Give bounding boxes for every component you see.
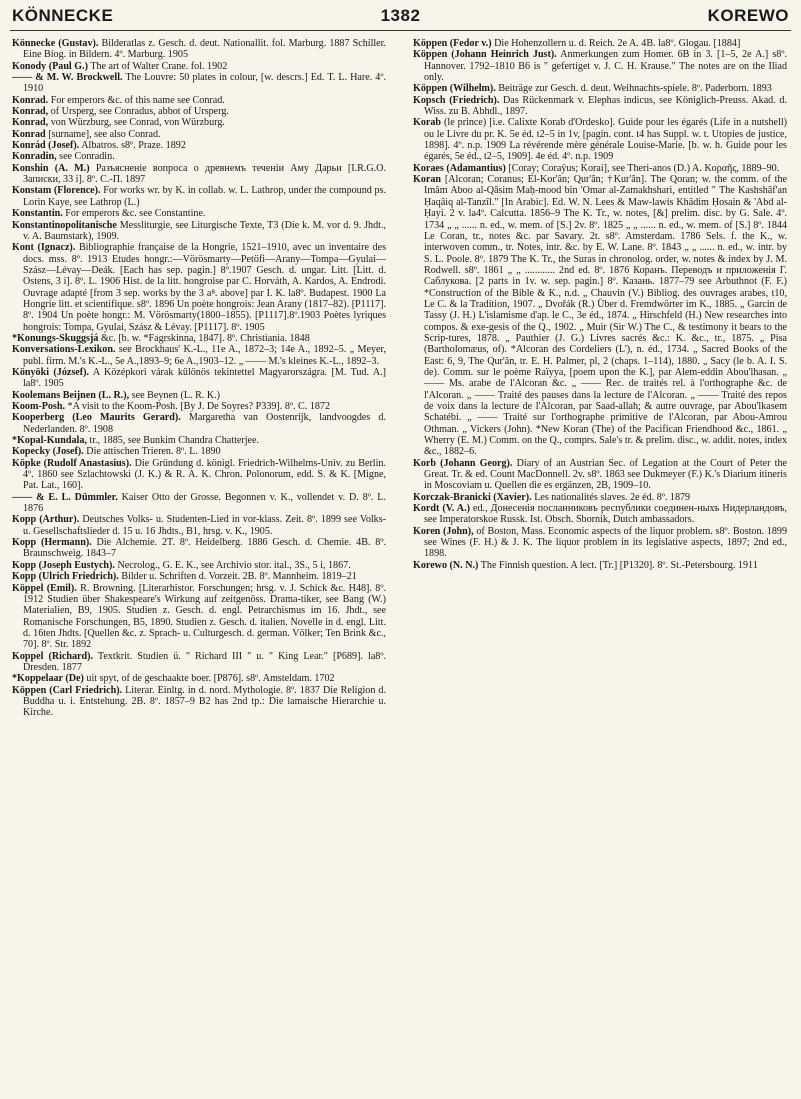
entry-heading: *Konungs-Skuggsjá — [12, 332, 99, 344]
entry-text: The Louvre: 50 plates in colour, [w. descrs.] Ed. T. L. Hare. 4º. 1910 — [23, 72, 386, 95]
entry-heading: Korewo (N. N.) — [413, 559, 479, 571]
entry-heading: Konrad, — [12, 117, 49, 129]
header-rule — [10, 30, 791, 31]
entry-heading: Kopp (Hermann). — [12, 537, 92, 549]
entry-heading: Konversations-Lexikon. — [12, 344, 116, 356]
catalogue-entry — [413, 83, 787, 94]
catalogue-entry — [12, 651, 386, 674]
catalogue-entry — [12, 344, 386, 367]
catalogue-entry — [12, 38, 386, 61]
catalogue-entry — [12, 95, 386, 106]
entry-heading: Koran — [413, 174, 442, 186]
entry-heading: Kopp (Arthur). — [12, 514, 80, 526]
catalogue-entry — [12, 129, 386, 140]
entry-text: Das Rückenmark v. Elephas indicus, see Königlich-Preuss. Akad. d. Wiss. zu B. Abhdl., 1897. — [424, 94, 787, 118]
entry-heading: Korb (Johann Georg). — [413, 457, 513, 469]
entry-text: Kaiser Otto der Grosse. Begonnen v. K., vollendet v. D. 8º. L. 1876 — [23, 491, 386, 515]
entry-text: (le prince) [i.e. Calixte Korab d'Ordesko]. Guide pour les égarés (Life in a nutshell) ou le Livre du pr. K. 5e éd. t2–5 in 1v, [pagin. cont. t4 has Suppl. w. t. Utopies de justice, 1898]. 4º. n.p. 1909 La révérende mère générale Louise-Marie. [b. w. h. Guide pour les égarés, 5e éd., t2–5, 1909]. 4e éd. 4º. n.p. 1909 — [424, 117, 787, 163]
entry-heading: Kooperberg (Leo Maurits Gerard). — [12, 412, 181, 424]
entry-heading: *Kopal-Kundala, — [12, 435, 87, 447]
catalogue-entry — [12, 401, 386, 412]
entry-text: Bibliographie française de la Hongrie, 1521–1910, avec un inventaire des docs. mss. 8º. 1913 Etudes hongr.:—Vörösmarty—Petöfi—Arany—Tompa—Gyulai—Szász—Lévay—Deák. [Each has sep. pagin.] 8º.1907 Gesch. d. ungar. Litt. [Litt. d. Ostens, 3 i]. 8º. L. 1906 Hist. de la litt. hongroise par C. Horváth, A. Kardos, A. Endrodi. Ouvrage adapté [from 3 sep. works by the 3 a⁸. above] par I. K. la8º. Budapest. 1900 La Hongrie litt. et scientifique. s8º. 1896 Un poète hongrois: Jean Arany (1817–82). [P1117]. 8º. 1904 Un poète hongr.: M. Vörösmarty(1800–1855). [P1117].8º.1903 Poètes lyriques hongrois: Tompa, Gyulai, Szász & Lévay. [P1117]. 8º. 1905 — [23, 242, 386, 333]
entry-text: Deutsches Volks- u. Studenten-Lied in vor-klass. Zeit. 8º. 1899 see Volks- u. Gesellschaftslieder d. 15 u. 16 Jhdts., B1, hrsg. v. K., 1905. — [23, 514, 386, 537]
entry-heading: Kopp (Ulrich Friedrich). — [12, 571, 119, 583]
entry-heading: Köppen (Fedor v.) — [413, 38, 492, 49]
entry-text: A Középkori várak különös tekintettel Magyarországra. [M. Tud. A.] la8º. 1905 — [23, 366, 386, 390]
entry-text: [Alcoran; Coranus; El-Kor'ân; Qur'ân; †Kur'ân]. The Qoran; w. the comm. of the Imâm Aboo al-Qâsim Maḥ-mood bin 'Omar al-Zamakhshari, entitled " The Kashshâf'an Ḥaqâiq al-Tanzîl." [In Arabic]. Ed. W. N. Lees & Maw-lawis Khâdim Ḥosain & 'Abd al-Ḥayi. 2 v. la4º. Calcutta. 1856–9 The K. Tr., w. notes, [&] prelim. disc. by G. Sale. 4º. 1734 „ „ ...... n. ed., w. mem. of [S.] 2v. 8º. 1825 „ „ ...... n. ed., w. mem. of [S.] 8º. 1844 Le Coran, tr., notes &c. par Savary. 2t. s8º. Amsterdam. 1786 Sels. f. the K., w. interwoven comm., tr. Notes, intr. &c. by E. W. Lane. 8º. 1843 „ „ ...... n. ed., w. intr. by S. L. Poole. 8º. 1879 The K. Tr., the Suras in chronolog. order, w. notes & index by J. M. Rodwell. s8º. 1861 „ „ ............ 2nd ed. 8º. 1876 Коранъ. Переводъ и приложенія Г. Саблукова. [2 parts in 1v. w. sep. pagin.] 8º. Казань. 1877–79 see Arbuthnot (F. F.) *Construction of the Bible & K., n.d. „ Chauvin (V.) Bibliog. des ouvrages arabes, t10, Le C. & la Tradition, 1907. „ Dvořák (R.) Über d. Fremdwörter im K., 1885. „ Garcin de Tassy (J. H.) L'islamisme d'ap. le C., 3e éd., 1874. „ Hirschfeld (H.) New researches into compos. & exe-gesis of the Q., 1902. „ Muir (Sir W.) The C., & testimony it bears to the Scrip-tures, 1878. „ Pauthier (J. G.) Livres sacrés &c.: K. &c., tr., 1875. „ Pisa (Bartholomæus, of). *Alcoran des Cordeliers (L'), n. éd., 1734. „ Sacred Books of the East: 6, 9, The Qur'ân, tr. E. H. Palmer, pl, 2 (chaps. 1–114), 1880. „ Sacy (le b. A. I. S. de). Comm. sur le poème Raïyya, [poem upon the K.], par Alem-eddin Abou'lhasan. „ —— Ms. arabe de l'Alcoran &c. „ —— Rec. de traités rel. à l'orthographe &c. de l'Alcoran. „ —— Traité des pauses dans la lecture de l'Alcoran. „ —— Traité des repos de voix dans la lecture de l'Alcoran, par Saad-allah; & autre ouvrage, par Abou'lkasem Schatébi. „ —— Traité sur l'orthographe primitive de l'Alcoran, par Abou-Amrou Othman. „ Vickers (John). *New Koran (The) of the Pacifican Friendhood &c., 1861. „ Wherry (E. M.) Comm. on the Q., comprs. Sale's tr. & prelim. disc., w. addit. notes, index &c., 1882–6. — [424, 174, 787, 458]
catalogue-entry — [12, 685, 386, 719]
entry-text: For works wr. by K. in collab. w. L. Lathrop, under the compound ps. Lorin Kaye, see Lathrop (L.) — [23, 185, 386, 208]
entry-heading: Konshin (A. M.) — [12, 162, 90, 174]
entry-text: Literar. Einltg. in d. nord. Mythologie. 8º. 1837 Die Religion d. Buddha u. i. Entstehung. 2B. 8º. 1857–9 B2 has 2nd tp.: Die lamaische Hierarchie u. Kirche. — [23, 684, 386, 719]
catalogue-entry — [12, 446, 386, 457]
entry-heading: Koren (John), — [413, 525, 474, 537]
entry-heading: Könnecke (Gustav). — [12, 38, 99, 49]
entry-heading: Köpke (Rudolf Anastasius). — [12, 457, 132, 469]
entry-heading: —— & M. W. Brockwell. — [12, 72, 123, 84]
entry-text: Die Alchemie. 2T. 8º. Heidelberg. 1886 Gesch. d. Chemie. 4B. 8º. Braunschweig. 1843–7 — [23, 537, 386, 560]
catalogue-entry — [12, 492, 386, 515]
entry-text: &c. [b. w. *Fagrskinna, 1847]. 8º. Christiania. 1848 — [100, 332, 310, 344]
entry-text: Diary of an Austrian Sec. of Legation at the Court of Peter the Great. Tr. & ed. Count MacDonnell. 2v. s8º. 1863 see Dukmeyer (F.) K.'s Diarium itineris in Moscoviam u. Quellen die es ergänzen, 2B, 1909–10. — [424, 457, 787, 492]
entry-heading: Konrad, — [12, 106, 49, 118]
entry-heading: Kont (Ignacz). — [12, 242, 76, 254]
catalogue-entry — [12, 163, 386, 186]
entry-text: Anmerkungen zum Homer. 6B in 3. [1–5, 2e A.] s8º. Hannover. 1792–1810 B6 is " gefertiget v. J. C. H. Krause." The notes are on the Iliad only. — [424, 49, 787, 84]
catalogue-entry — [12, 151, 386, 162]
entry-text: Bilder u. Schriften d. Vorzeit. 2B. 8º. Mannheim. 1819–21 — [121, 571, 357, 583]
entry-heading: Konstantinopolitanische — [12, 219, 117, 231]
catalogue-entry — [12, 106, 386, 117]
entry-heading: Köppel (Emil). — [12, 582, 77, 594]
entry-heading: Koraes (Adamantius) — [413, 162, 506, 174]
catalogue-entry — [413, 49, 787, 83]
catalogue-entry — [12, 537, 386, 560]
entry-text: Textkrit. Studien ü. " Richard III " u. " King Lear." [P689]. la8º. Dresden. 1877 — [23, 650, 386, 673]
entry-heading: Köppen (Carl Friedrich). — [12, 684, 123, 696]
entry-heading: Kopp (Joseph Eustych). — [12, 559, 115, 571]
catalogue-entry — [413, 503, 787, 526]
catalogue-entry — [413, 163, 787, 174]
entry-heading: Konradin, — [12, 151, 57, 163]
entry-heading: Köppen (Wilhelm). — [413, 83, 496, 95]
entry-heading: Konstam (Florence). — [12, 185, 101, 197]
entry-heading: Koolemans Beijnen (L. R.), — [12, 389, 130, 401]
entry-text: ed., Донесенія посланниковъ республики соединен-ныхъ Нидерландовъ, see Imperatorskoe Russk. Ist. Obsch. Sbornik, Dutch ambassadors. — [424, 503, 787, 526]
catalogue-entry — [12, 571, 386, 582]
left-column — [12, 38, 386, 1094]
catalogue-entry — [413, 38, 787, 49]
catalogue-entry — [12, 514, 386, 537]
entry-text: *A visit to the Koom-Posh. [By J. De Soyres? P339]. 8º. C. 1872 — [67, 401, 331, 412]
entry-text: Beiträge zur Gesch. d. deut. Weihnachts-spiele. 8º. Paderborn. 1893 — [498, 83, 772, 95]
catalogue-entry — [413, 95, 787, 118]
entry-text: Die Gründung d. königl. Friedrich-Wilhelms-Univ. zu Berlin. 4º. 1860 see Szlachtowski (J. K.) & R. A. K. Chron. Polonorum, edd. S. & K. [Migne, Pat. Lat., 160]. — [23, 457, 386, 492]
entry-heading: Konstantin. — [12, 208, 63, 220]
entry-text: Necrolog., G. E. K., see Archivio stor. ital., 3S., 5 i, 1867. — [117, 559, 351, 571]
header-right-word: KOREWO — [707, 6, 789, 25]
entry-heading: Könyöki (József). — [12, 366, 90, 378]
catalogue-entry — [413, 117, 787, 162]
entry-text: Bilderatlas z. Gesch. d. deut. Nationallit. fol. Marburg. 1887 Schiller. Eine Biog. in Bildern. 4º. Marburg. 1905 — [23, 38, 386, 61]
entry-text: Die Hohenzollern u. d. Reich. 2e A. 4B. la8º. Glogau. [1884] — [494, 38, 741, 49]
catalogue-entry — [12, 242, 386, 333]
header-left-word: KÖNNECKE — [12, 6, 114, 25]
entry-heading: Konrád (Josef). — [12, 140, 80, 152]
entry-text: The Finnish question. A lect. [Tr.] [P1320]. 8º. St.-Petersbourg. 1911 — [480, 559, 758, 571]
entry-heading: Kopecky (Josef). — [12, 446, 84, 458]
entry-heading: *Koppelaar (De) — [12, 673, 84, 685]
catalogue-entry — [12, 390, 386, 401]
entry-text: [Coray; Coraÿus; Korai], see Theri-anos (D.) A. Κοραῆς, 1889–90. — [508, 162, 780, 174]
entry-text: [surname], see also Conrad. — [48, 128, 161, 140]
catalogue-entry — [12, 117, 386, 128]
catalogue-entry — [413, 458, 787, 492]
catalogue-entry — [413, 560, 787, 571]
catalogue-entry — [12, 412, 386, 435]
entry-heading: Korab — [413, 117, 442, 129]
entry-text: For emperors &c. see Constantine. — [65, 208, 206, 220]
entry-heading: Köppen (Johann Heinrich Just). — [413, 49, 557, 61]
page-number: 1382 — [380, 6, 421, 25]
catalogue-entry — [413, 492, 787, 503]
catalogue-entry — [413, 526, 787, 560]
catalogue-entry — [12, 72, 386, 95]
catalogue-entry — [413, 174, 787, 458]
entry-heading: —— & E. L. Dümmler. — [12, 491, 118, 503]
entry-text: von Würzburg, see Conrad, von Würzburg. — [50, 117, 225, 129]
catalogue-entry — [12, 333, 386, 344]
entry-heading: Kopsch (Friedrich). — [413, 94, 500, 106]
entry-text: see Conradin. — [59, 151, 115, 163]
entry-text: of Boston, Mass. Economic aspects of the liquor problem. s8º. Boston. 1899 see Wines (F. H.) & J. K. The liquor problem in its legislative aspects, 1897; 2nd ed., 1898. — [424, 525, 787, 560]
entry-heading: Konrad — [12, 128, 46, 140]
entry-text: Les nationalités slaves. 2e éd. 8º. 1879 — [534, 491, 691, 503]
right-column — [413, 38, 787, 1094]
catalogue-entry — [12, 185, 386, 208]
catalogue-entry — [12, 220, 386, 243]
entry-heading: Koom-Posh. — [12, 401, 65, 412]
entry-heading: Kordt (V. A.) — [413, 503, 470, 515]
entry-text: tr., 1885, see Bunkim Chandra Chatterjee. — [89, 435, 260, 447]
entry-text: uit spyt, of de geschaakte boer. [P876]. s8º. Amsteldam. 1702 — [86, 673, 335, 685]
entry-heading: Korczak-Branicki (Xavier). — [413, 491, 532, 503]
entry-text: see Beynen (L. R. K.) — [131, 389, 221, 401]
catalogue-entry — [12, 367, 386, 390]
entry-text: Albatros. s8º. Praze. 1892 — [81, 140, 186, 152]
catalogue-entry — [12, 435, 386, 446]
running-header — [10, 6, 791, 28]
entry-text: Messliturgie, see Liturgische Texte, T3 (Die k. M. vor d. 9. Jhdt., v. A. Baumstark), 1909. — [23, 219, 386, 242]
entry-text: The art of Walter Crane. fol. 1902 — [90, 60, 228, 72]
catalogue-entry — [12, 208, 386, 219]
catalogue-entry — [12, 673, 386, 684]
catalogue-entry — [12, 583, 386, 651]
entry-text: Die attischen Trieren. 8º. L. 1890 — [86, 446, 221, 458]
entry-text: For emperors &c. of this name see Conrad. — [50, 94, 225, 106]
entry-text: R. Browning. [Literarhistor. Forschungen; hrsg. v. J. Schick &c. H48]. 8º. 1912 Studien über Shakespeare's Wirkung auf zeitgenöss. Drama-tiker, see Bang (W.) Materialien, B9, 1905. Studien z. Gesch. d. engl. Petrarchismus im 16. Jhdt., see Romanische Forschungen, B5, 1890. Studien z. Gesch. d. italien. Novelle in d. engl. Litt. d. 16ten Jhdts. [Quellen &c. z. Sprach- u. Culturgesch. d. german. Völker; Ten Brink &c., 70]. 8º. Str. 1892 — [23, 582, 386, 651]
entry-text: see Brockhaus' K.-L., 11e A., 1872–3; 14e A., 1892–5. „ Meyer, publ. firm. M.'s K.-L., 5e A.,1893–9; 6e A.,1903–12. „ —— M.'s kleines K.-L., 1892–3. — [23, 344, 386, 367]
catalogue-entry — [12, 61, 386, 72]
entry-text: Margaretha van Oostenrijk, landvoogdes d. Nederlanden. 8º. 1908 — [23, 412, 386, 435]
entry-heading: Koppel (Richard). — [12, 650, 94, 662]
entry-heading: Konody (Paul G.) — [12, 60, 88, 72]
entry-text: of Ursperg, see Conradus, abbot of Ursperg. — [50, 106, 229, 118]
entry-text: Разъясненіе вопроса о древнемъ теченіи Аму Дарьи [I.R.G.O. Записки, 33 i]. 8º. C.-П. 1897 — [23, 162, 386, 186]
entry-heading: Konrad. — [12, 94, 49, 106]
catalogue-entry — [12, 140, 386, 151]
catalogue-entry — [12, 458, 386, 492]
catalogue-entry — [12, 560, 386, 571]
